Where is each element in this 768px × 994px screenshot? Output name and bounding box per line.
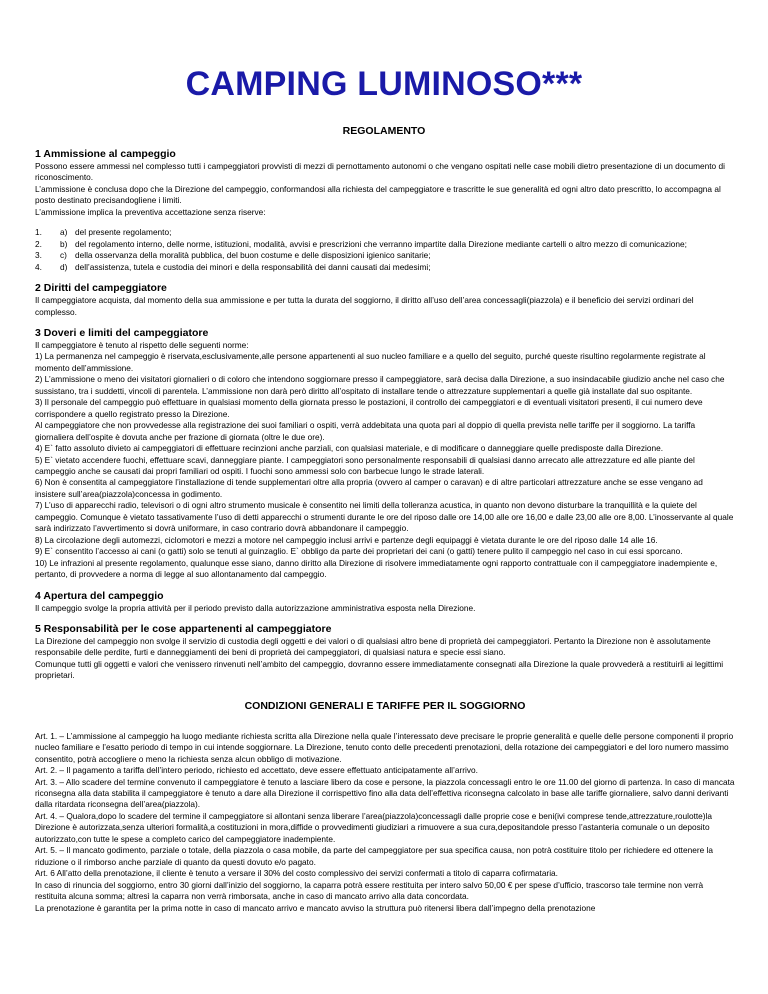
list-number: 4. bbox=[35, 261, 42, 272]
paragraph: La prenotazione è garantita per la prima notte in caso di mancato arrivo e mancato avviso la struttura può ritenersi libera dall’impegno della prenotazione bbox=[35, 902, 596, 913]
paragraph: Il campeggiatore è tenuto al rispetto delle seguenti norme: bbox=[35, 339, 249, 350]
paragraph: 4) E` fatto assoluto divieto ai campeggiatori di effettuare recinzioni anche parziali, con qualsiasi materiale, e di modificare o danneggiare quelle predisposte dalla Direzione. bbox=[35, 443, 664, 454]
page-title: CAMPING LUMINOSO*** bbox=[185, 65, 583, 103]
list-number: 3. bbox=[35, 250, 42, 261]
paragraph: 3) Il personale del campeggio può effettuare in qualsiasi momento della giornata presso le postazioni, il controllo dei campeggiatori e di eventuali visitatori presenti, il cui numero deve corrispondere a quello registrato presso la Direzione. bbox=[35, 397, 703, 419]
section-ammissione bbox=[35, 148, 735, 273]
paragraph: 5) E` vietato accendere fuochi, effettuare scavi, danneggiare piante. I campeggiatori sono personalmente responsabili di qualsiasi danno arrecato alle attrezzature ed alle piante del campeggio anche se causati dai propri familiari od ospiti. I fuochi sono ammessi solo con barbecue lungo le strade laterali. bbox=[35, 454, 695, 476]
section-title: 5 Responsabilità per le cose appartenenti al campeggiatore bbox=[35, 622, 332, 635]
paragraph: 2) L’ammissione o meno dei visitatori giornalieri o di coloro che intendono soggiornare presso il campeggiatore, sarà decisa dalla Direzione, a suo insindacabile giudizio anche nel caso che sussistano, tra i suddetti, vincoli di parentela. L’ammissione non darà però diritto all’ospitato di installare tende o attrezzature supplementari a quelle già installate dal suo ospitante. bbox=[35, 374, 725, 396]
paragraph: In caso di rinuncia del soggiorno, entro 30 giorni dall’inizio del soggiorno, la caparra potrà essere restituita per intero salvo 50,00 € per spese d’ufficio, trascorso tale termine non verrà restituita alcuna somma; altresì la caparra non verrà rimborsata, anche in caso di mancato arrivo alla data concordata. bbox=[35, 879, 704, 902]
paragraph: 8) La circolazione degli automezzi, ciclomotori e mezzi a motore nel campeggio inclusi arrivi e partenze degli equipaggi è vietata durante le ore del riposo dalle 14 alle 16. bbox=[35, 534, 658, 545]
paragraph: 1) La permanenza nel campeggio è riservata,esclusivamente,alle persone appartenenti al suo nucleo familiare e a quello del seguito, purché queste risultino regolarmente registrate al momento dell’ammissione. bbox=[35, 351, 706, 373]
paragraph: Art. 4. – Qualora,dopo lo scadere del termine il campeggiatore si allontani senza liberare l’area(piazzola)concessagli dalle proprie cose e beni(ivi comprese tende,attrezzature,roulotte)la Direzione è autorizzata,senza ulteriori formalità,a costituzioni in mora,diffide o provvedimenti giudiziari a rimuovere a sua cura,depositandole presso l’astanteria comunale o un deposito autorizzato,con tutte le spese a completo carico del campeggiatore inadempiente. bbox=[35, 810, 713, 844]
list-number: 1. bbox=[35, 227, 42, 238]
paragraph: Art. 3. – Allo scadere del termine convenuto il campeggiatore è tenuto a lasciare libero da cose e persone, la piazzola concessagli entro le ore 11.00 del giorno di partenza. In caso di mancata riconsegna alla data stabilita il campeggiatore è tenuto a dare alla Direzione il corrispettivo fino alla data dell’effettiva riconsegna calcolato in base alle tariffe giornaliere, salvo danni derivanti dalla ritardata riconsegna dell’area(piazzola). bbox=[35, 776, 735, 810]
list-text: della osservanza della moralità pubblica, del buon costume e delle disposizioni igienico sanitarie; bbox=[75, 250, 431, 261]
paragraph: Art. 5. – Il mancato godimento, parziale o totale, della piazzola o casa mobile, da parte del campeggiatore per sua specifica causa, non potrà costituire titolo per richiedere ed ottenere la riduzione o il rimborso anche parziale di quanto da questi dovuto e/o pagato. bbox=[35, 845, 713, 867]
list-letter: d) bbox=[60, 261, 68, 272]
list-letter: b) bbox=[60, 238, 68, 249]
section-responsabilita bbox=[35, 623, 735, 682]
paragraph: L’ammissione è conclusa dopo che la Direzione del campeggio, conformandosi alla richiesta del campeggiatore e trascritte le sue generalità ed ogni altro dato prescritto, lo accompagna al posto destinato precisandogliene i limiti. bbox=[35, 183, 721, 206]
paragraph: Al campeggiatore che non provvedesse alla registrazione dei suoi familiari o ospiti, verrà addebitata una quota pari al doppio di quella prevista nelle tariffe per il soggiorno. La tariffa giornaliera dell’ospite è dovuta anche per frazione di giornata (oltre le due ore). bbox=[35, 420, 696, 442]
section-title: 3 Doveri e limiti del campeggiatore bbox=[35, 326, 209, 339]
paragraph: Art. 2. – Il pagamento a tariffa dell’intero periodo, richiesto ed accettato, deve essere effettuato anticipatamente all’arrivo. bbox=[35, 765, 478, 776]
paragraph: 7) L’uso di apparecchi radio, televisori o di ogni altro strumento musicale è consentito nei limiti della tolleranza acustica, in quanto non devono disturbare la tranquillità e la quiete del campeggio. Comunque è vietato tassativamente l’uso di detti apparecchi o strumenti durante le ore del riposo dalle ore 14,00 alle ore 16,00 e dalle 23,00 alle ore 8,00. L’inosservante al quale sarà indirizzato l’avvertimento si dovrà uniformare, in caso contrario dovrà abbandonare il campeggio. bbox=[35, 500, 734, 534]
section-title: 1 Ammissione al campeggio bbox=[35, 148, 176, 160]
list-number: 2. bbox=[35, 238, 42, 249]
section-diritti bbox=[35, 282, 735, 318]
list-text: dell’assistenza, tutela e custodia dei minori e della responsabilità dei danni causati dai medesimi; bbox=[75, 261, 431, 272]
list-item bbox=[35, 250, 735, 261]
paragraph: 6) Non è consentita al campeggiatore l’installazione di tende supplementari oltre alla propria (ovvero al camper o caravan) e di altre particolari attrezzature anche se esse vengano ad insistere sull’area(piazzola)concessa in godimento. bbox=[35, 477, 703, 499]
list-letter: c) bbox=[60, 250, 67, 261]
paragraph: 9) E` consentito l’accesso ai cani (o gatti) solo se tenuti al guinzaglio. E` obbligo da parte dei proprietari dei cani (o gatti) tenere pulito il campeggio nel caso in cui essi sporcano. bbox=[35, 546, 683, 557]
section-conditions bbox=[35, 731, 735, 914]
paragraph: Il campeggio svolge la propria attività per il periodo previsto dalla autorizzazione amministrativa esposta nella Direzione. bbox=[35, 602, 476, 613]
list-item bbox=[35, 227, 735, 238]
conditions-heading: CONDIZIONI GENERALI E TARIFFE PER IL SOGGIORNO bbox=[244, 699, 526, 712]
section-title: 4 Apertura del campeggio bbox=[35, 589, 164, 602]
paragraph: La Direzione del campeggio non svolge il servizio di custodia degli oggetti e dei valori o di qualsiasi altro bene di proprietà dei campeggiatori. Pertanto la Direzione non è assolutamente responsabile delle perdite, furti e danneggiamenti dei beni di proprietà dei campeggiatori, di qualsiasi natura e specie essi siano. bbox=[35, 635, 711, 658]
paragraph: L’ammissione implica la preventiva accettazione senza riserve: bbox=[35, 206, 266, 217]
paragraph: Il campeggiatore acquista, dal momento della sua ammissione e per tutta la durata del soggiorno, il diritto all’uso dell’area concessagli(piazzola) e il beneficio dei servizi ordinari del complesso. bbox=[35, 295, 694, 317]
paragraph: Comunque tutti gli oggetti e valori che venissero rinvenuti nell’ambito del campeggio, dovranno essere immediatamente consegnati alla Direzione la quale provvederà a restituirli ai legittimi proprietari. bbox=[35, 658, 724, 681]
paragraph: 10) Le infrazioni al presente regolamento, qualunque esse siano, danno diritto alla Direzione di risolvere immediatamente ogni rapporto contrattuale con il campeggiatore inadempiente e, pertanto, di provvedere a norma di legge al suo allontanamento dal campeggio. bbox=[35, 557, 718, 580]
list-letter: a) bbox=[60, 227, 68, 238]
section-apertura bbox=[35, 590, 735, 614]
paragraph: Art. 6 All’atto della prenotazione, il cliente è tenuto a versare il 30% del costo complessivo dei servizi confermati a titolo di caparra cofirmataria. bbox=[35, 868, 558, 879]
paragraph: Possono essere ammessi nel complesso tutti i campeggiatori provvisti di mezzi di pernottamento autonomi o che vengano ospitati nelle case mobili dietro presentazione di un documento di riconoscimento. bbox=[35, 161, 725, 183]
section-doveri bbox=[35, 327, 735, 581]
section-title: 2 Diritti del campeggiatore bbox=[35, 282, 167, 295]
list-item bbox=[35, 262, 735, 273]
acceptance-list bbox=[35, 227, 735, 273]
regolamento-heading: REGOLAMENTO bbox=[342, 125, 426, 137]
list-text: del regolamento interno, delle norme, istituzioni, modalità, avvisi e prescrizioni che verranno impartite dalla Direzione mediante cartelli o altro mezzo di comunicazione; bbox=[75, 238, 687, 249]
list-item bbox=[35, 239, 735, 250]
document-body bbox=[35, 148, 735, 923]
paragraph: Art. 1. – L’ammissione al campeggio ha luogo mediante richiesta scritta alla Direzione nella quale l’interessato deve precisare le proprie generalità e quelle delle persone componenti il proprio nucleo familiare e l’esatto periodo di tempo in cui intende soggiornare. La Direzione, tenuto conto delle precedenti prenotazioni, della rotazione dei campeggiatori e del loro numero massimo consentito, potrà accogliere o meno la richiesta senza alcun obbligo di motivazione. bbox=[35, 730, 734, 764]
list-text: del presente regolamento; bbox=[75, 227, 172, 238]
